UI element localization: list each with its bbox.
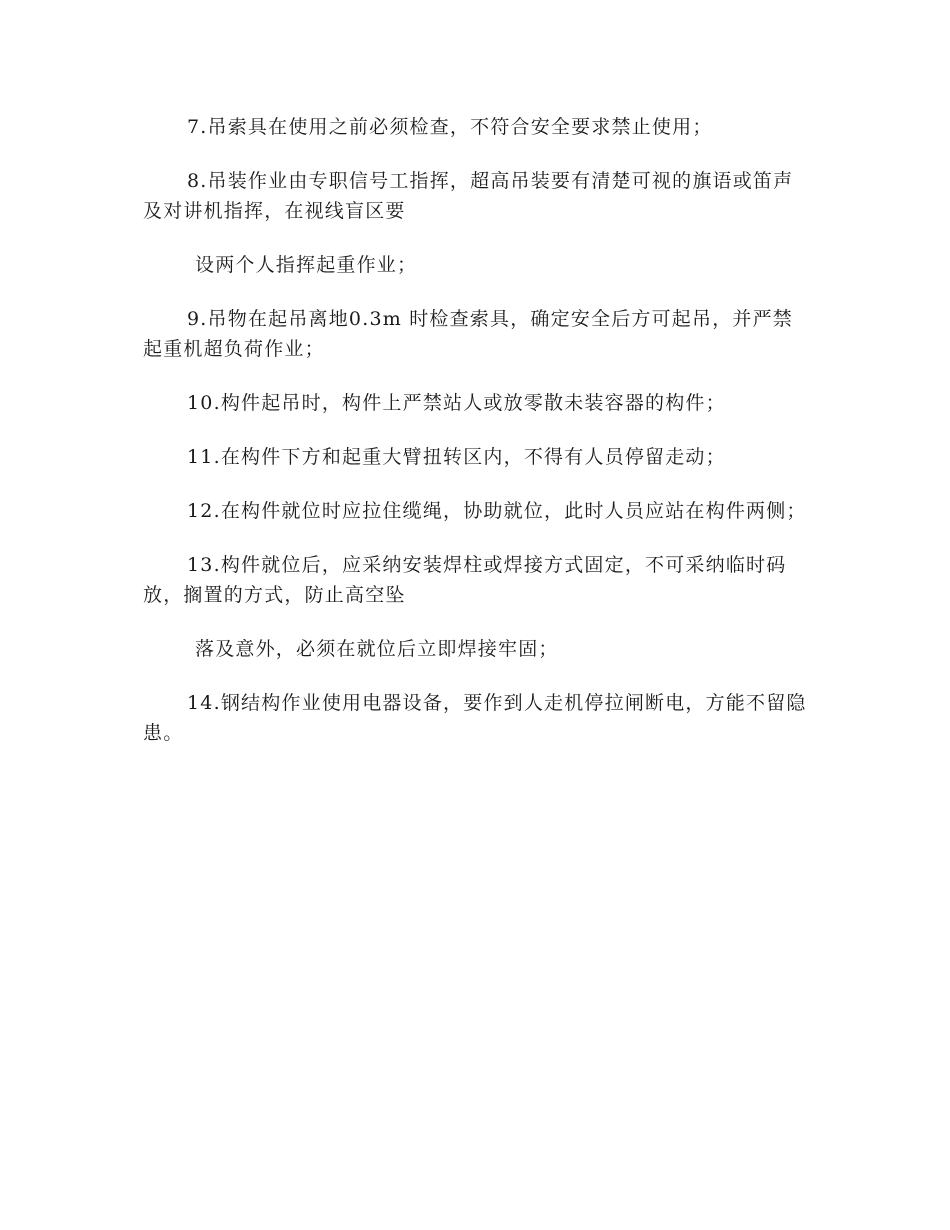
paragraph-item-9: 9.吊物在起吊离地0.3m 时检查索具，确定安全后方可起吊，并严禁起重机超负荷作业； [143,308,794,360]
paragraph-item-13: 13.构件就位后，应采纳安装焊柱或焊接方式固定，不可采纳临时码放，搁置的方式，防止高空坠 [143,554,787,606]
paragraph-item-14: 14.钢结构作业使用电器设备，要作到人走机停拉闸断电，方能不留隐患。 [143,692,807,744]
document-body [143,112,808,748]
paragraph-continuation-13: 落及意外，必须在就位后立即焊接牢固； [195,638,559,660]
paragraph-item-8: 8.吊装作业由专职信号工指挥，超高吊装要有清楚可视的旗语或笛声及对讲机指挥，在视线盲区要 [143,170,794,222]
paragraph-item-10: 10.构件起吊时，构件上严禁站人或放零散未装容器的构件； [187,392,726,414]
paragraph-item-12: 12.在构件就位时应拉住缆绳，协助就位，此时人员应站在构件两侧； [187,500,807,522]
paragraph-continuation-8: 设两个人指挥起重作业； [195,254,418,276]
paragraph-item-11: 11.在构件下方和起重大臂扭转区内，不得有人员停留走动； [187,446,726,468]
paragraph-item-7: 7.吊索具在使用之前必须检查，不符合安全要求禁止使用； [187,116,713,138]
